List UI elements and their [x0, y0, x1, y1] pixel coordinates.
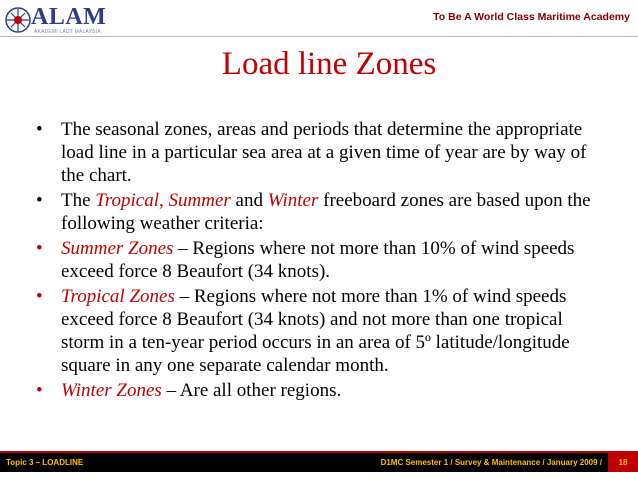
logo-text: ALAM [31, 4, 107, 30]
header-tagline: To Be A World Class Maritime Academy [433, 11, 630, 23]
bullet-text: The seasonal zones, areas and periods that determine the appropriate load line in a particular sea area at a given time of year are by way of the chart. [61, 119, 587, 186]
bullet-icon: • [36, 380, 43, 401]
term-summer-zones: Summer Zones [61, 238, 174, 259]
bullet-icon: • [36, 190, 43, 211]
bullet-winter-zones [36, 379, 606, 402]
bullet-icon: • [36, 286, 43, 307]
bullet-text: – Are all other regions. [161, 380, 342, 401]
bullet-summer-zones [36, 237, 606, 283]
alam-logo [4, 4, 124, 38]
bullet-freeboard-zones [36, 189, 606, 235]
footer-topic: Topic 3 – LOADLINE [6, 458, 84, 467]
footer-course-info: D1MC Semester 1 / Survey & Maintenance / January 2009 / [380, 458, 602, 467]
bullet-text: – Regions where not more than 10% of wind speeds exceed force 8 Beaufort (34 knots). [61, 238, 575, 282]
term-tropical-zones: Tropical Zones [61, 286, 175, 307]
bullet-icon: • [36, 119, 43, 140]
footer-bar [0, 451, 638, 472]
alam-logo-icon [4, 6, 32, 34]
term-winter-zones: Winter Zones [61, 380, 162, 401]
header-divider [0, 36, 638, 37]
page-number: 18 [608, 453, 638, 472]
term-tropical: Tropical [95, 190, 159, 211]
bullet-tropical-zones [36, 285, 606, 377]
term-winter: Winter [267, 190, 319, 211]
bullet-list [36, 118, 606, 404]
bullet-seasonal-zones [36, 118, 606, 187]
bullet-text-pre: The [61, 190, 96, 211]
bullet-icon: • [36, 238, 43, 259]
bullet-text: – Regions where not more than 1% of wind speeds exceed force 8 Beaufort (34 knots) and not more than one tropical storm in a ten-year period occurs in an area of 5º latitude/longitude square in any one separate calendar month. [61, 286, 570, 376]
logo-subtitle: AKADEMI LAUT MALAYSIA [34, 29, 101, 35]
bullet-comma: , [159, 190, 169, 211]
bullet-and: and [230, 190, 268, 211]
bullet-text-post: freeboard zones are based upon the following weather criteria: [61, 190, 591, 234]
slide-title: Load line Zones [221, 46, 437, 82]
term-summer: Summer [168, 190, 231, 211]
